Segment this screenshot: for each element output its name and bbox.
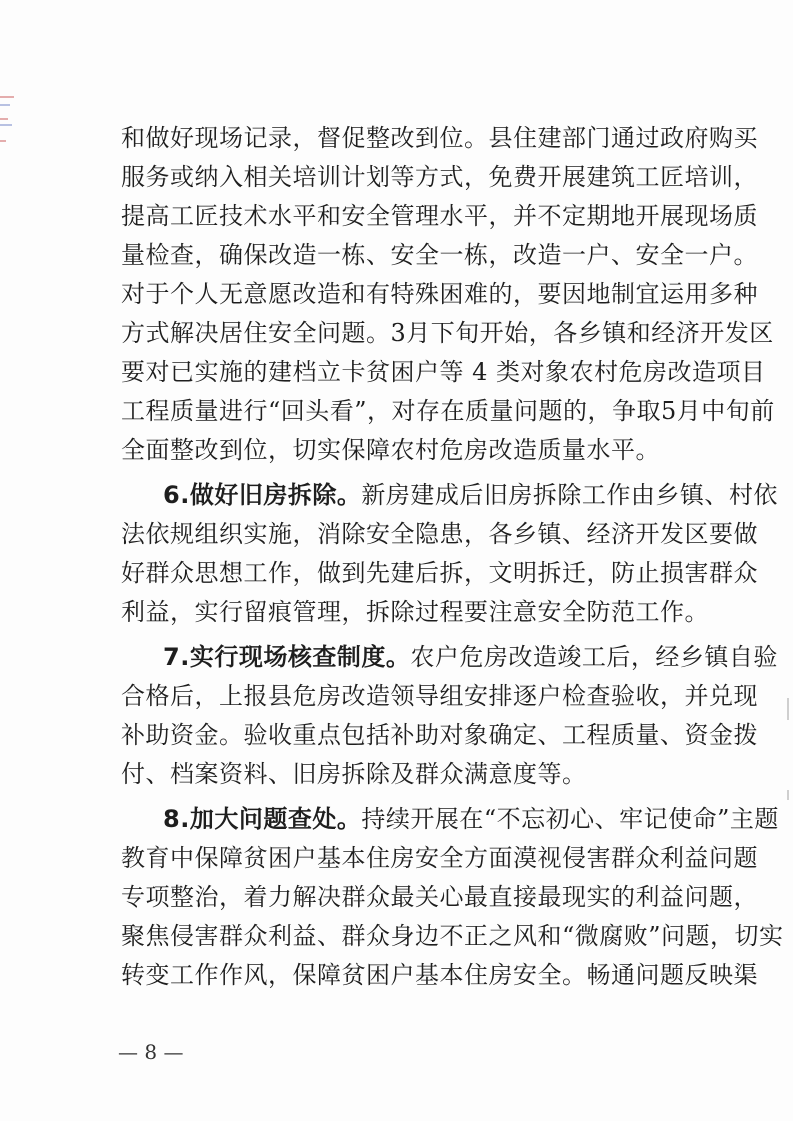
text-line: 补助资金。验收重点包括补助对象确定、工程质量、资金拨 (121, 721, 758, 749)
section-6 (121, 476, 778, 632)
text-fragment: 新房建成后旧房拆除工作由乡镇、村依 (361, 481, 778, 509)
text-line: 对于个人无意愿改造和有特殊困难的，要因地制宜运用多种 (121, 280, 758, 308)
text-line: 专项整治，着力解决群众最关心最直接最现实的利益问题， (121, 883, 758, 911)
text-line: 好群众思想工作，做到先建后拆，文明拆迁，防止损害群众 (121, 559, 758, 587)
text-line: 付、档案资料、旧房拆除及群众满意度等。 (121, 760, 587, 788)
text-line: 合格后，上报县危房改造领导组安排逐户检查验收，并兑现 (121, 682, 758, 710)
text-line: 要对已实施的建档立卡贫困户等 4 类对象农村危房改造项目 (121, 358, 766, 386)
scan-artifact (787, 698, 789, 720)
text-line: 方式解决居住安全问题。3月下旬开始，各乡镇和经济开发区 (121, 319, 774, 347)
section-8 (121, 800, 784, 995)
text-fragment: 持续开展在“不忘初心、牢记使命”主题 (361, 805, 779, 833)
section-7 (121, 638, 778, 794)
scan-artifact (787, 790, 789, 800)
text-fragment: 农户危房改造竣工后，经乡镇自验 (410, 643, 778, 671)
text-line: 服务或纳入相关培训计划等方式，免费开展建筑工匠培训， (121, 163, 758, 191)
section-heading: 7.实行现场核查制度。 (163, 643, 411, 671)
text-line: 和做好现场记录，督促整改到位。县住建部门通过政府购买 (121, 124, 758, 152)
text-line: 全面整改到位，切实保障农村危房改造质量水平。 (121, 436, 660, 464)
text-line: 提高工匠技术水平和安全管理水平，并不定期地开展现场质 (121, 202, 758, 230)
scan-artifact (0, 124, 12, 126)
text-line: 聚焦侵害群众利益、群众身边不正之风和“微腐败”问题，切实 (121, 922, 784, 950)
section-heading: 8.加大问题查处。 (163, 805, 362, 833)
scan-artifact (0, 118, 8, 120)
text-line: 工程质量进行“回头看”，对存在质量问题的，争取5月中旬前 (121, 397, 775, 425)
scan-artifact (0, 104, 10, 106)
scan-artifact (0, 140, 6, 142)
text-line: 教育中保障贫困户基本住房安全方面漠视侵害群众利益问题 (121, 844, 758, 872)
text-line: 法依规组织实施，消除安全隐患，各乡镇、经济开发区要做 (121, 520, 758, 548)
section-heading: 6.做好旧房拆除。 (163, 481, 362, 509)
text-line: 量检查，确保改造一栋、安全一栋，改造一户、安全一户。 (121, 241, 758, 269)
scan-artifact (0, 96, 14, 98)
page-number: — 8 — (118, 1040, 184, 1064)
body-text (121, 119, 784, 995)
section-first-line (121, 476, 778, 515)
section-first-line (121, 638, 778, 677)
text-line: 利益，实行留痕管理，拆除过程要注意安全防范工作。 (121, 598, 709, 626)
text-line: 转变工作作风，保障贫困户基本住房安全。畅通问题反映渠 (121, 961, 758, 989)
section-first-line (121, 800, 779, 839)
paragraph-continued (121, 119, 775, 470)
